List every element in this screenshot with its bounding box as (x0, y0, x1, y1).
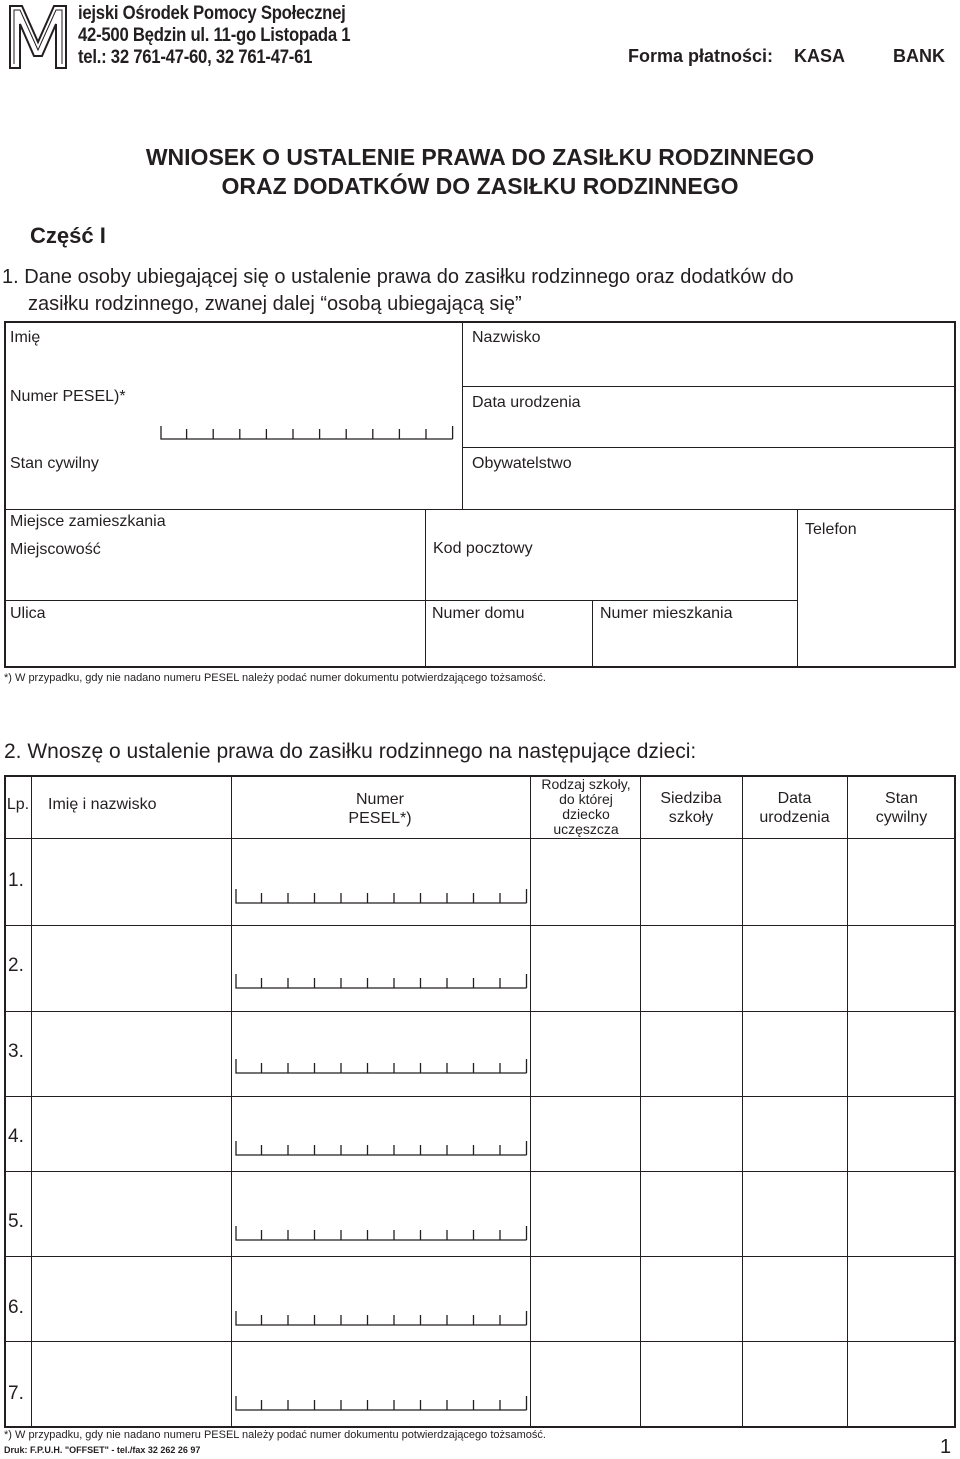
col-pesel-1: Numer (355, 791, 404, 808)
locality-field[interactable]: Miejscowość (10, 541, 101, 558)
citizenship-field[interactable]: Obywatelstwo (472, 455, 572, 472)
postal-code-field[interactable]: Kod pocztowy (433, 540, 533, 557)
col-seat-1: Siedziba (660, 790, 722, 807)
table-row-number: 3. (8, 1041, 24, 1062)
col-pesel-2: PESEL*) (348, 810, 412, 827)
org-name: iejski Ośrodek Pomocy Społecznej (78, 3, 346, 24)
table-row-number: 5. (8, 1211, 24, 1232)
marital-status-field[interactable]: Stan cywilny (10, 455, 99, 472)
child-pesel-comb[interactable] (235, 1395, 529, 1413)
children-table (4, 775, 956, 1428)
table-row-number: 2. (8, 955, 24, 976)
col-name: Imię i nazwisko (48, 796, 157, 813)
logo-m-icon (6, 2, 70, 70)
payment-bank-option[interactable]: BANK (893, 46, 945, 66)
child-pesel-comb[interactable] (235, 1140, 529, 1158)
col-school-2: do której (559, 791, 613, 807)
table-row-number: 7. (8, 1383, 24, 1404)
form-title-line2: ORAZ DODATKÓW DO ZASIŁKU RODZINNEGO (221, 173, 739, 199)
house-number-field[interactable]: Numer domu (432, 605, 525, 622)
residence-label: Miejsce zamieszkania (10, 513, 166, 530)
pesel-comb[interactable] (160, 425, 456, 441)
section1-heading-line1: 1. Dane osoby ubiegającej się o ustalenie prawa do zasiłku rodzinnego oraz dodatków do (2, 266, 794, 288)
footnote-pesel: *) W przypadku, gdy nie nadano numeru PESEL należy podać numer dokumentu potwierdzającego tożsamość. (4, 672, 546, 684)
col-school-3: dziecko (562, 806, 610, 822)
table-row-number: 1. (8, 870, 24, 891)
payment-cash-option[interactable]: KASA (794, 46, 846, 66)
col-birth-1: Data (777, 790, 812, 807)
org-address: 42-500 Będzin ul. 11-go Listopada 1 (78, 25, 351, 46)
printer-info: Druk: F.P.U.H. "OFFSET" - tel./fax 32 262 26 97 (4, 1445, 201, 1455)
col-school-1: Rodzaj szkoły, (541, 776, 631, 792)
table-row-number: 6. (8, 1297, 24, 1318)
col-lp: Lp. (6, 796, 30, 813)
part-label: Część I (30, 223, 106, 248)
birth-date-field[interactable]: Data urodzenia (472, 394, 581, 411)
phone-field[interactable]: Telefon (805, 521, 857, 538)
apartment-number-field[interactable]: Numer mieszkania (600, 605, 733, 622)
payment-label: Forma płatności: (628, 46, 774, 66)
col-status-1: Stan (885, 790, 918, 807)
child-pesel-comb[interactable] (235, 973, 529, 991)
form-title-line1: WNIOSEK O USTALENIE PRAWA DO ZASIŁKU RODZINNEGO (145, 144, 815, 170)
col-seat-2: szkoły (668, 809, 714, 826)
pesel-field[interactable]: Numer PESEL)* (10, 388, 126, 405)
street-field[interactable]: Ulica (10, 605, 46, 622)
footnote-pesel-2: *) W przypadku, gdy nie nadano numeru PESEL należy podać numer dokumentu potwierdzającego tożsamość. (4, 1429, 546, 1441)
child-pesel-comb[interactable] (235, 1225, 529, 1243)
section1-heading-line2: zasiłku rodzinnego, zwanej dalej “osobą ubiegającą się” (28, 293, 522, 315)
child-pesel-comb[interactable] (235, 888, 529, 906)
last-name-field[interactable]: Nazwisko (472, 329, 541, 346)
col-birth-2: urodzenia (759, 809, 830, 826)
child-pesel-comb[interactable] (235, 1310, 529, 1328)
org-phone: tel.: 32 761-47-60, 32 761-47-61 (78, 47, 313, 68)
col-school-4: uczęszcza (553, 821, 619, 837)
col-status-2: cywilny (875, 809, 928, 826)
page-number: 1 (940, 1436, 952, 1458)
first-name-field[interactable]: Imię (10, 329, 41, 346)
child-pesel-comb[interactable] (235, 1058, 529, 1076)
section2-heading: 2. Wnoszę o ustalenie prawa do zasiłku rodzinnego na następujące dzieci: (4, 740, 697, 763)
table-row-number: 4. (8, 1126, 24, 1147)
